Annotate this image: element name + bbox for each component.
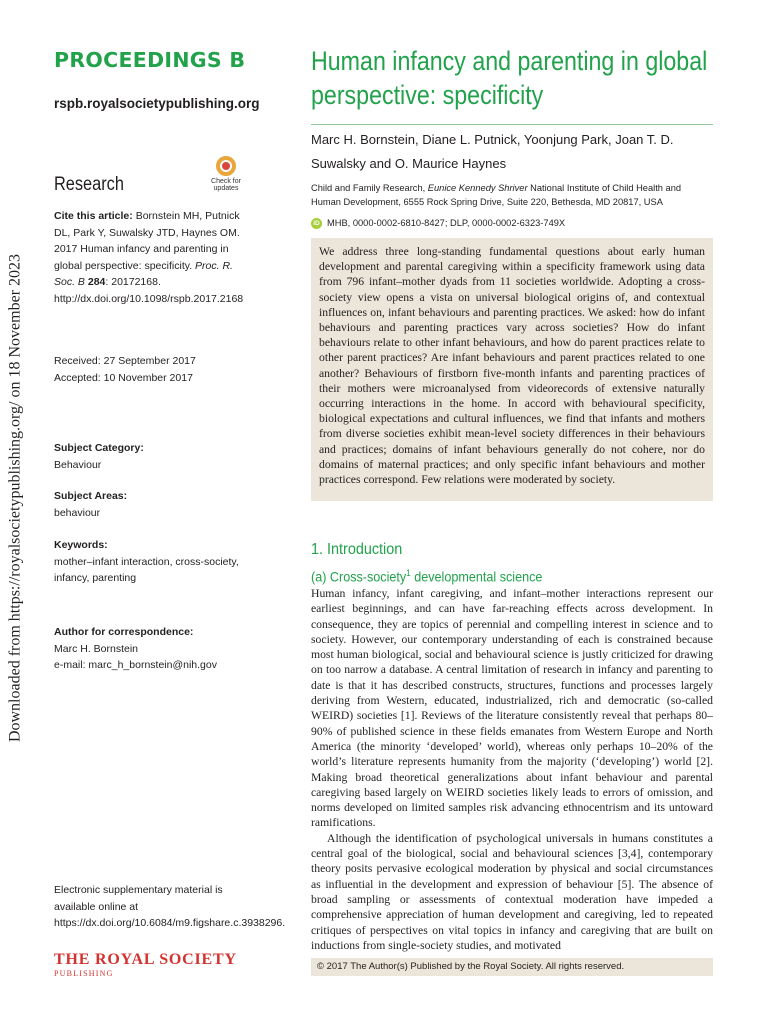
abstract-box: We address three long-standing fundamental questions about early human development and parental caregiving within a specificity framework using data from 796 infant–mother dyads from 11 societies worldwide. Adopting a cross-society view opens a vista on universal biological origins of, and contextual influences on, infant behaviours and parenting practices. We asked: how do infant behaviours and parenting practices vary across societies? How do infant behaviours relate to other infant behaviours, and how do parent practices relate to other parent practices? Are infant behaviours and parent practices related to one another? Behaviours of firstborn five-month infants and parenting practices of their mothers were microanalysed from videorecords of extensive naturally occurring interactions in the home. In accord with behavioural specificity, biological expectations and cultural influences, we find that infants and mothers from diverse societies exhibit mean-level society differences in their behaviours and practices; domains of infant behaviours generally do not cohere, nor do domains of maternal practices; and only specific infant behaviours and mother practices correspond. Few relations were moderated by society. bbox=[311, 238, 713, 501]
affiliation: Child and Family Research, Eunice Kennedy Shriver National Institute of Child Health and Human Development, 6555 Rock Spring Drive, Suite 220, Bethesda, MD 20817, USA bbox=[311, 183, 682, 207]
publisher-logo: THE ROYAL SOCIETY PUBLISHING bbox=[54, 951, 237, 978]
dates-block bbox=[54, 353, 254, 386]
supplementary-material-note: Electronic supplementary material is available online at https://dx.doi.org/10.6084/m9.figshare.c.3938296. bbox=[54, 884, 286, 929]
journal-website[interactable]: rspb.royalsocietypublishing.org bbox=[54, 96, 260, 111]
paragraph: Human infancy, infant caregiving, and infant–mother interactions represent our earliest beginnings, and can have far-reaching effects across development. In consequence, they are topics of perennial and compelling interest in science and to society. However, our contemporary understanding of each is constrained because most human biological, social and behavioural science is justly criticized for drawing on too narrow a database. A central limitation of research in infancy and parenting to date is that it has described constructs, structures, functions and processes largely deriving from Western, educated, industrialized, rich and democratic (so-called WEIRD) societies [1]. Reviews of the literature consistently reveal that perhaps 80–90% of published science in these fields emanates from Western Europe and North America (the minority ‘developed’ world), whereas only perhaps 10–20% of the world’s literature represents humanity from the majority (‘developing’) world [2]. Making broad theoretical generalizations about infant behaviour and parental caregiving based largely on WEIRD societies likely leads to errors of omission, and norms developed on limited samples risk advancing ethnocentrism and its untoward ramifications. bbox=[311, 587, 713, 830]
check-for-updates-label: Check for updates bbox=[211, 178, 241, 192]
subject-category-value: Behaviour bbox=[54, 458, 102, 471]
orcid-ids[interactable]: MHB, 0000-0002-6810-8427; DLP, 0000-0002-6323-749X bbox=[327, 218, 566, 228]
introduction-body bbox=[311, 586, 713, 953]
correspondence-block bbox=[54, 624, 254, 674]
keywords-label: Keywords: bbox=[54, 539, 108, 551]
cite-label: Cite this article: bbox=[54, 210, 133, 222]
download-notice: Downloaded from https://royalsocietypublishing.org/ on 18 November 2023 bbox=[6, 253, 24, 743]
cite-text: Bornstein MH, Putnick DL, Park Y, Suwalsky JTD, Haynes OM. 2017 Human infancy and parenting in global perspective: specificity. bbox=[54, 210, 240, 272]
received-date: Received: 27 September 2017 bbox=[54, 355, 196, 367]
title-divider bbox=[311, 124, 713, 125]
correspondence-name: Marc H. Bornstein bbox=[54, 642, 139, 655]
subject-areas-block bbox=[54, 488, 254, 521]
orcid-line bbox=[311, 216, 713, 230]
section-label: Research bbox=[54, 174, 124, 195]
accepted-date: Accepted: 10 November 2017 bbox=[54, 371, 193, 384]
subject-category-block bbox=[54, 440, 254, 473]
keywords-block bbox=[54, 537, 254, 587]
subject-areas-label: Subject Areas: bbox=[54, 490, 128, 502]
cite-journal: Proc. R. Soc. B bbox=[54, 259, 233, 288]
cite-article-number: : 20172168. bbox=[105, 276, 161, 288]
check-for-updates-badge[interactable] bbox=[206, 156, 246, 202]
correspondence-email[interactable]: e-mail: marc_h_bornstein@nih.gov bbox=[54, 659, 217, 671]
journal-name: PROCEEDINGS B bbox=[54, 48, 246, 72]
paragraph: Although the identification of psychological universals in humans constitutes a central goal of the biological, social and behavioural sciences [3,4], contemporary theory posits pervasive ecological moderation by physical and social circumstances as influential in the development and expression of behaviour [5]. The absence of broad sampling or assessments of contextual moderation have impeded a comprehensive appreciation of human development and caregiving, led to repeated critiques of perspectives on vital topics in infancy and caregiving that are built on inductions from single-society studies, and motivated bbox=[311, 831, 713, 952]
check-for-updates-icon bbox=[216, 156, 236, 176]
article-title: Human infancy and parenting in global perspective: specificity bbox=[311, 46, 708, 110]
citation-block bbox=[54, 208, 254, 307]
correspondence-label: Author for correspondence: bbox=[54, 626, 194, 638]
orcid-icon[interactable]: iD bbox=[311, 218, 322, 229]
subject-areas-value: behaviour bbox=[54, 506, 101, 519]
subject-category-label: Subject Category: bbox=[54, 442, 144, 454]
author-list: Marc H. Bornstein, Diane L. Putnick, Yoonjung Park, Joan T. D. Suwalsky and O. Maurice Haynes bbox=[311, 132, 674, 171]
cite-doi-link[interactable]: http://dx.doi.org/10.1098/rspb.2017.2168 bbox=[54, 292, 244, 305]
keywords-value: mother–infant interaction, cross-society, infancy, parenting bbox=[54, 555, 239, 584]
cite-volume: 284 bbox=[87, 276, 106, 288]
copyright-bar: © 2017 The Author(s) Published by the Royal Society. All rights reserved. bbox=[311, 958, 713, 976]
section-heading-introduction: 1. Introduction bbox=[311, 541, 403, 558]
subsection-heading: (a) Cross-society$^1$ developmental science bbox=[311, 568, 543, 585]
